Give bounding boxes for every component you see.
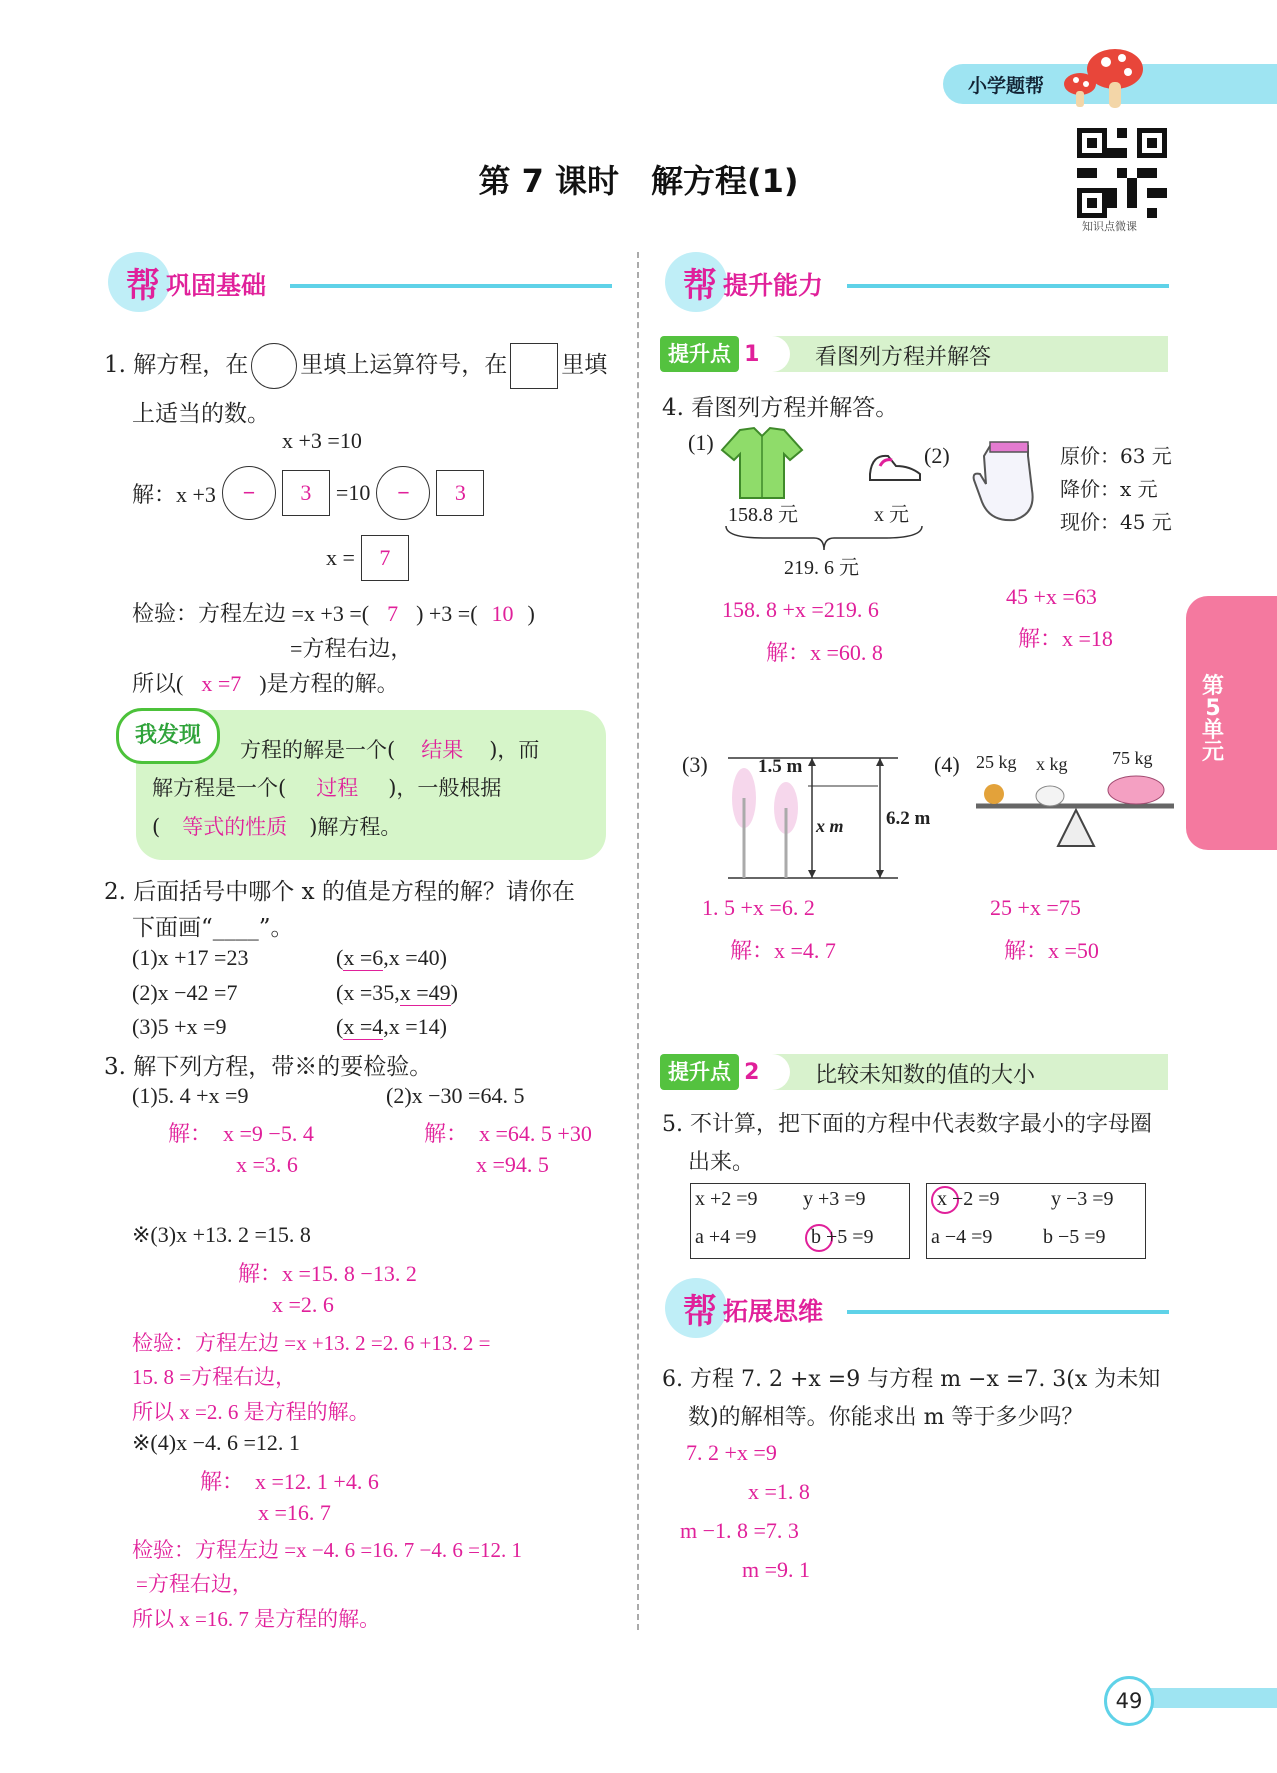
q3-p3-check1: 检验：方程左边 =x +13. 2 =2. 6 +13. 2 =	[132, 1331, 491, 1355]
q2-line1: 2. 后面括号中哪个 x 的值是方程的解？请你在	[104, 879, 575, 905]
section-bang: 帮	[683, 266, 717, 306]
q4-p4-b: x kg	[1036, 754, 1068, 774]
section-title: 拓展思维	[723, 1297, 824, 1326]
q3-p4-check3: 所以 x =16. 7 是方程的解。	[132, 1607, 381, 1631]
q1-n2-box[interactable]: 3	[436, 470, 484, 516]
gloves-icon	[970, 440, 1050, 524]
shoes-icon	[866, 444, 924, 484]
qr-code-icon[interactable]	[1077, 128, 1167, 218]
page-title: 第 7 课时 解方程(1)	[478, 162, 799, 200]
q1-op1-circle[interactable]: −	[222, 466, 276, 520]
q4-p1-solution: 解：x =60. 8	[766, 640, 883, 665]
q1-x-line: x = 7	[326, 535, 409, 581]
point1-title: 看图列方程并解答	[815, 345, 992, 370]
q5-line1: 5. 不计算，把下面的方程中代表数字最小的字母圈	[662, 1112, 1152, 1137]
q3-p3-check3: 所以 x =2. 6 是方程的解。	[132, 1400, 370, 1424]
q4-p3-solution: 解：x =4. 7	[730, 938, 836, 963]
q1-so-line: 所以( x =7 )是方程的解。	[132, 671, 399, 696]
q6-step2: x =1. 8	[748, 1479, 810, 1504]
section-rule	[847, 284, 1169, 288]
q3-p3: ※(3)x +13. 2 =15. 8	[132, 1222, 311, 1247]
q1-check-line2: =方程右边，	[290, 636, 413, 661]
q2-row-1: (1)x +17 =23 (x =6,x =40)	[132, 945, 447, 970]
q1-equation: x +3 =10	[282, 428, 362, 453]
section-title: 提升能力	[723, 271, 824, 300]
balance-scale-icon	[976, 770, 1176, 850]
page-number: 49	[1104, 1676, 1154, 1726]
q4-p4-label: (4)	[934, 752, 960, 777]
q3-p3-step1: 解：x =15. 8 −13. 2	[238, 1261, 417, 1286]
q1-check-line: 检验：方程左边 =x +3 =( 7 ) +3 =( 10 )	[132, 601, 535, 626]
q3-p4: ※(4)x −4. 6 =12. 1	[132, 1430, 300, 1455]
point2-title: 比较未知数的值的大小	[815, 1063, 1036, 1088]
section-bang: 帮	[126, 266, 160, 306]
q4-title: 4. 看图列方程并解答。	[662, 395, 899, 421]
q2-row-3: (3)5 +x =9 (x =4,x =14)	[132, 1014, 447, 1039]
column-divider	[637, 252, 639, 1630]
q6-step3: m −1. 8 =7. 3	[680, 1518, 799, 1543]
q2-answer-2[interactable]: x =49	[399, 980, 451, 1005]
qr-caption: 知识点微课	[1082, 220, 1137, 233]
q4-p2-label: (2)	[924, 443, 950, 468]
discover-badge: 我发现	[116, 708, 220, 764]
q5-box-1: x +2 =9 y +3 =9 a +4 =9 b +5 =9	[690, 1183, 910, 1259]
q4-p3-equation: 1. 5 +x =6. 2	[702, 895, 815, 920]
q3-p2: (2)x −30 =64. 5	[386, 1083, 525, 1108]
q4-p4-equation: 25 +x =75	[990, 895, 1081, 920]
q3-p2-step2: x =94. 5	[476, 1152, 549, 1177]
total-brace-icon	[724, 524, 924, 552]
q4-p3-total: 6.2 m	[886, 808, 931, 829]
q1-n1-box[interactable]: 3	[282, 470, 330, 516]
q2-line2: 下面画“____”。	[132, 915, 294, 941]
q2-row-2: (2)x −42 =7 (x =35,x =49)	[132, 980, 458, 1005]
q5-line2: 出来。	[688, 1150, 755, 1175]
q4-p2-original: 原价：63 元	[1060, 444, 1172, 468]
q3-p3-step2: x =2. 6	[272, 1292, 334, 1317]
q4-p2-solution: 解：x =18	[1018, 626, 1113, 651]
q3-p1: (1)5. 4 +x =9	[132, 1083, 249, 1108]
tree-height-diagram	[728, 748, 898, 884]
q4-p1-equation: 158. 8 +x =219. 6	[722, 597, 879, 622]
point2-tag: 提升点 2	[660, 1054, 790, 1090]
q1-line2: 上适当的数。	[132, 401, 270, 427]
q2-answer-1[interactable]: x =6	[343, 945, 384, 970]
q3-p1-step2: x =3. 6	[236, 1152, 298, 1177]
discover-line2: 解方程是一个( 过程 )，一般根据	[152, 776, 502, 800]
q6-step1: 7. 2 +x =9	[686, 1440, 777, 1465]
q3-p4-check1: 检验：方程左边 =x −4. 6 =16. 7 −4. 6 =12. 1	[132, 1538, 522, 1562]
q4-p4-solution: 解：x =50	[1004, 938, 1099, 963]
q1-x-box[interactable]: 7	[361, 535, 409, 581]
q4-p3-label: (3)	[682, 752, 708, 777]
q3-p2-step1: 解： x =64. 5 +30	[424, 1121, 592, 1146]
q2-answer-3[interactable]: x =4	[343, 1014, 384, 1039]
q3-p1-step1: 解： x =9 −5. 4	[168, 1121, 314, 1146]
q4-p1-label: (1)	[688, 430, 714, 455]
section-rule	[847, 1310, 1169, 1314]
q4-total-price: 219. 6 元	[784, 557, 859, 579]
section-bang: 帮	[683, 1292, 717, 1332]
q6-step4: m =9. 1	[742, 1557, 811, 1582]
q4-p3-x: x m	[816, 816, 844, 836]
point1-tag: 提升点 1	[660, 336, 790, 372]
q4-p2-discount: 降价：x 元	[1060, 477, 1158, 501]
q4-p3-top: 1.5 m	[758, 756, 803, 777]
q1-line1: 1. 解方程，在 里填上运算符号，在 里填	[104, 343, 607, 389]
q3-title: 3. 解下列方程，带※的要检验。	[104, 1054, 433, 1080]
discover-line3: ( 等式的性质 )解方程。	[152, 815, 402, 839]
q6-line2: 数)的解相等。你能求出 m 等于多少吗？	[688, 1405, 1084, 1430]
q3-p4-check2: =方程右边，	[136, 1572, 253, 1596]
q3-p4-step2: x =16. 7	[258, 1500, 331, 1525]
q4-shoe-price: x 元	[874, 504, 909, 526]
q3-p4-step1: 解： x =12. 1 +4. 6	[200, 1469, 379, 1494]
q4-shirt-price: 158.8 元	[728, 504, 798, 526]
q4-p2-current: 现价：45 元	[1060, 510, 1172, 534]
number-box-icon	[510, 343, 558, 389]
q3-p3-check2: 15. 8 =方程右边，	[132, 1365, 297, 1389]
shirt-icon	[720, 424, 804, 502]
q1-op2-circle[interactable]: −	[376, 466, 430, 520]
q4-p4-c: 75 kg	[1112, 748, 1153, 768]
operator-circle-icon	[251, 343, 297, 389]
q6-line1: 6. 方程 7. 2 +x =9 与方程 m −x =7. 3(x 为未知	[662, 1367, 1161, 1392]
q4-p2-equation: 45 +x =63	[1006, 584, 1097, 609]
unit-tab-label: 第 5 单 元	[1201, 674, 1224, 765]
section-rule	[290, 284, 612, 288]
q5-box-2: x −2 =9 y −3 =9 a −4 =9 b −5 =9	[926, 1183, 1146, 1259]
q1-solve-line: 解：x +3 − 3 =10 − 3	[132, 466, 484, 520]
mushroom-icon	[1060, 44, 1150, 114]
discover-line1: 方程的解是一个( 结果 )，而	[240, 738, 540, 762]
q4-p4-a: 25 kg	[976, 752, 1017, 772]
brand-label: 小学题帮	[968, 75, 1045, 97]
section-title: 巩固基础	[166, 271, 267, 300]
